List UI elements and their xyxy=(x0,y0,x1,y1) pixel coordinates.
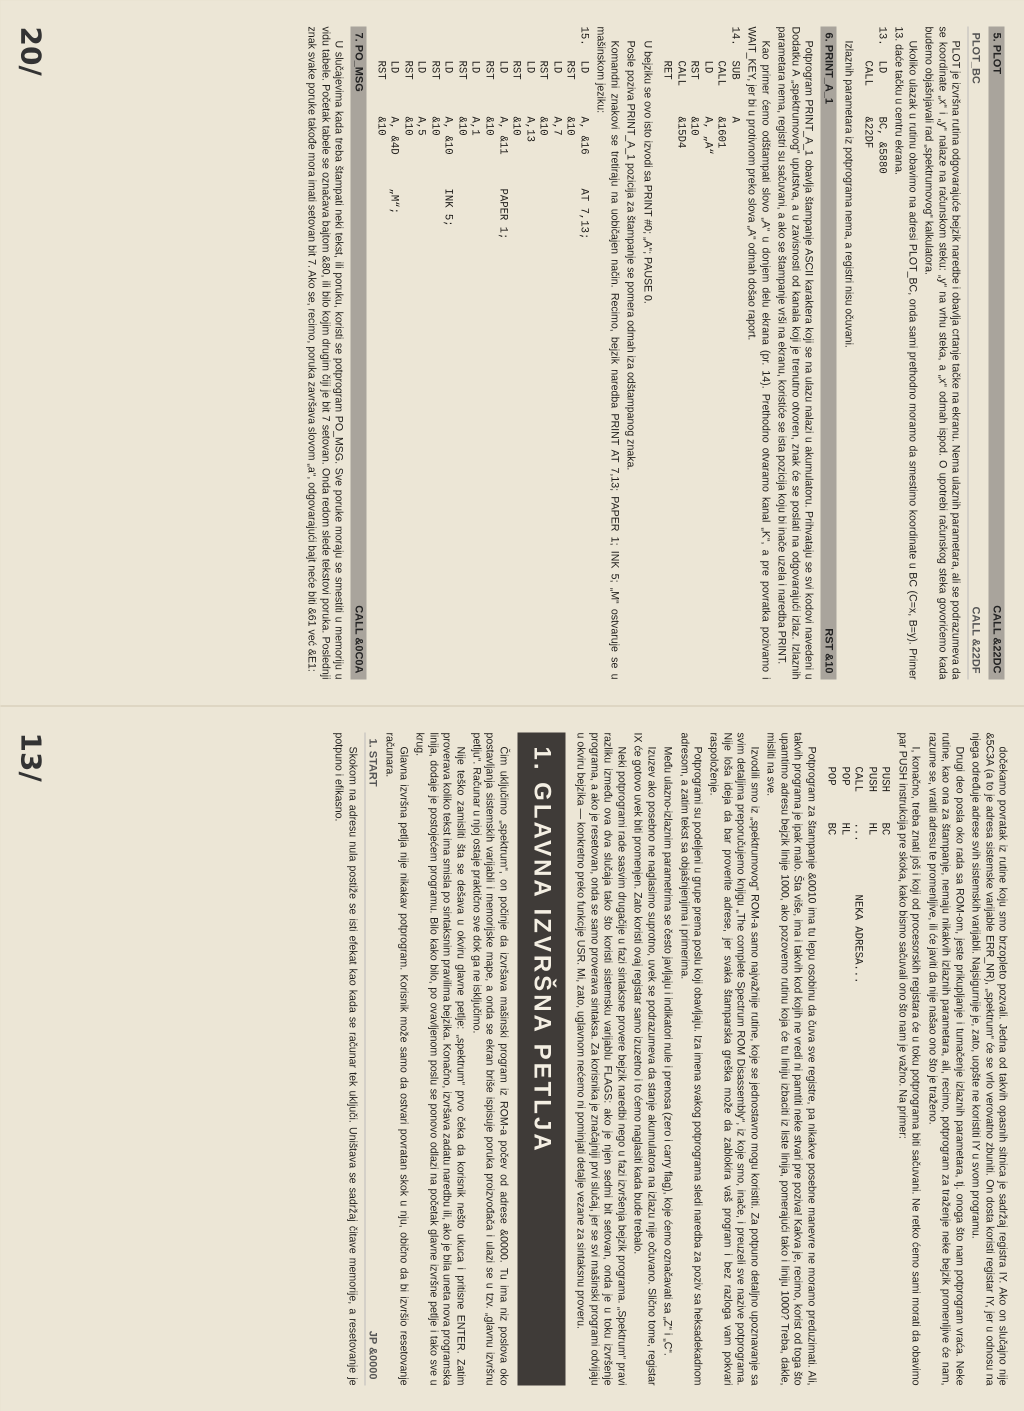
paragraph: Izuzev ako posebno ne naglasimo suprotno, uvek se podrazumeva da stanje akumulatora na izlazu nije očuvano. Slično tome, registar IX će gotovo uvek biti promenjen. Zato koristi ovaj registar samo izuzetno i to ćemo naglasiti kada bude trebalo. xyxy=(631,732,657,1385)
line-label xyxy=(535,26,549,60)
page-number: 13/ xyxy=(14,732,47,782)
line-label xyxy=(877,732,891,766)
opcode: LD xyxy=(549,60,562,73)
section-7-header xyxy=(350,26,366,679)
paragraph: I, konačno, treba znati još i koji od procesorskih registara će u toku potprograma biti sačuvani. Ne retko ćemo sami morati da obavimo par PUSH instrukcija pre skoka, kako bismo sačuvali ono što nam je važno. Na primer: xyxy=(895,732,922,1385)
operand: BC xyxy=(824,822,837,835)
code-line xyxy=(480,26,494,679)
paragraph: PLOT je izvršna rutina odgovarajuće bejzik naredbe i obavlja crtanje tačke na ekranu. Nema ulaznih parametara, ali se podrazumeva da se koordinate „x“ i „y“ nalaze na računskom steku: „y“ na vrhu steka, a „x“ odmah ispod. O upotrebi računskog steka govorićemo kada budemo objašnjavali rad „spektrumovog“ kalkulatora. xyxy=(922,26,961,679)
code-block-13 xyxy=(860,26,887,679)
code-line xyxy=(535,26,549,679)
operand: HL xyxy=(864,822,877,835)
section-1-jp: JP &0000 xyxy=(365,1330,378,1379)
operand: &10 xyxy=(687,116,700,136)
code-line xyxy=(877,732,891,1385)
comment: „M“; xyxy=(387,188,400,214)
comment: NEKA ADRESA... xyxy=(851,894,864,984)
opcode: LD xyxy=(700,60,713,73)
line-label xyxy=(823,732,837,766)
right-page xyxy=(0,705,1024,1411)
operand: &10 xyxy=(373,116,386,136)
section-5-subheader xyxy=(967,26,982,679)
section-5-header xyxy=(988,26,1004,679)
comment xyxy=(726,188,740,328)
code-line xyxy=(399,26,413,679)
opcode: RET xyxy=(660,60,673,80)
code-line xyxy=(386,26,400,679)
line-label xyxy=(386,26,400,60)
code-line xyxy=(575,26,589,679)
line-label xyxy=(494,26,508,60)
section-5-call-2: CALL &22DF xyxy=(969,605,981,673)
section-7-call: CALL &0C0A xyxy=(352,604,365,673)
comment xyxy=(467,188,481,328)
operand: &10 xyxy=(536,116,549,136)
comment xyxy=(873,188,887,328)
operand: &15D4 xyxy=(673,116,686,148)
paragraph: Potprogrami su podeljeni u grupe prema poslu koji obavljaju. Iza imena svakog potprograma sledi naredba za poziv sa heksadekadnom adresom, a zatim tekst sa objašnjenjima i primerima. xyxy=(677,732,704,1385)
paragraph: Potprogram PRINT_A_1 obavlja štampanje ASCII karaktera koji se na ulazu nalazi u akumulatoru. Prihvataju se svi kodovi navedeni u Dodatku A „spektrumovog“ uputstva, a u zavisnosti od kanala koji je trenutno otvoren, znak će se poslati na odgovarajući izlaz. Izlaznih parametara nema, registri su sačuvani, a ako se štampanje vrši na ekranu, koristiće se ista pozicija koju bi inače uzela i naredba PRINT. xyxy=(775,26,815,679)
code-line xyxy=(860,26,874,679)
opcode: SUB xyxy=(727,60,740,80)
operand: &22DF xyxy=(861,116,874,148)
operand: A,13 xyxy=(522,116,535,142)
paragraph: Ukoliko ulazak u rutinu obavimo na adresi PLOT_BC, onda sami prethodno moramo da smestimo koordinate u BC (C=x, B=y). Primer 13. daće tačku u centru ekrana. xyxy=(892,26,918,679)
comment xyxy=(535,188,549,328)
operand: HL xyxy=(837,822,850,835)
paragraph: Drugi deo posla oko rada sa ROM-om, jeste prikupljanje i tumačenje izlaznih parametara, tj. onoga što nam potprogram vraća. Neke rutine, kao ona za štampanje, nemaju nikakvih izlaznih parametara, ali, recimo, potprogram za traženje neke bejzik promenljive će nam, razume se, vratiti adresu te promenljive, ili će javiti da nije našao ono što je traženo. xyxy=(925,732,965,1385)
line-label xyxy=(372,26,386,60)
opcode: RST xyxy=(427,60,440,80)
operand: BC xyxy=(878,822,891,835)
code-line xyxy=(823,732,837,1385)
line-label xyxy=(713,26,727,60)
operand: &10 xyxy=(509,116,522,136)
operand: BC, &5880 xyxy=(874,116,887,174)
line-label: 13. xyxy=(874,26,887,46)
paragraph: Među ulazno-izlaznim parametrima se često javljaju i indikatori nule i prenosa (zero i carry flag), koje ćemo označavati sa „Z“ i „C“. xyxy=(661,746,674,1356)
opcode: LD xyxy=(576,60,589,73)
paragraph: Izvodili smo iz „spektrumovog“ ROM-a samo najvažnije rutine, koje se jednostavno mogu koristiti. Za potpuno detaljno upoznavanje sa svim detaljima preporučujemo knjigu „The complete Spectrum ROM Disassembly“, iz koje smo, inače, i preuzeli sve nazive potprograma. Nije loša ideja da bar proverite adrese, jer svaka štamparska greška može da zablokira vaš program i bez razloga vam pokvari raspoloženje. xyxy=(707,732,760,1385)
line-label xyxy=(699,26,713,60)
paragraph: Potprogram za štampanje &0010 ima tu lepu osobinu da čuva sve registre, pa nikakve posebne manevre ne moramo preduzimati. Ali, takvih programa je ipak malo. Šta više, ima i takvih kod kojih ne vredi ni pamtiti neke stvari pre poziva! Kakva je, recimo, korist od toga što upamtimo adresu bejzik linije 1000, ako pozovemo rutinu koja će tu liniju izbaciti iz liste linija, pomerajući tako i liniju 1000? Treba, dakle, misliti na sve. xyxy=(764,732,817,1385)
line-label xyxy=(426,26,440,60)
operand: A,7 xyxy=(549,116,562,136)
operand: A, „A“ xyxy=(700,116,713,155)
paragraph: Nije teško zamisliti šta se dešava u okviru glavne petlje: „spektrum“ prvo čeka da korisnik nešto ukuca i pritisne ENTER. Zatim proverava koliko tekst ima smisla po sintaksnim pravilima bejzika. Konačno, izvršava zadatu naredbu ili, ako je bila uneta nova programska linija, dodaje je postojećem programu. Bilo kako bilo, po ovavljenom poslu se ponovo odlazi na početak glavne izvršne petlje i tako sve u krug. xyxy=(413,732,466,1385)
section-6-title: 6. PRINT_A_1 xyxy=(822,32,835,104)
page-number: 20/ xyxy=(14,26,47,76)
comment: INK 5; xyxy=(441,188,454,227)
opcode: RST xyxy=(373,60,386,80)
opcode: RST xyxy=(509,60,522,80)
opcode: LD xyxy=(414,60,427,73)
opcode: POP xyxy=(824,766,837,786)
paragraph: dočekamo povratak iz rutine koju smo brzopleto pozvali. Jedna od takvih opasnih sitnica je sadržaj registra IY. Ako on slučajno nije &5C3A (a to je adresa sistemske varijable ERR_NR), „spektrum“ će se vrlo verovatno zbuniti. On dosta koristi registar IY, jer u odnosu na njega određuje adrese svih sistemskih varijabli. Najsigurnije je, zato, uopšte ne koristiti IY u svom programu. xyxy=(969,732,1008,1385)
line-label xyxy=(480,26,494,60)
paragraph: U slučajevima kada treba štampati neki tekst, ili poruku, koristi se potprogram PO_MSG. Sve poruke moraju se smestiti u memoriju u vidu tabele. Početak tabele se označava bajtom &80, ili bilo kojim drugim čiji je bit 7 setovan. Onda redom slede tekstovi poruka. Poslednji znak svake poruke takođe mora imati setovan bit 7. Ako se, recimo, poruka završava slovom „a“, odgovarajući bajt neće biti &61 već &E1: xyxy=(305,26,345,679)
line-label xyxy=(686,26,700,60)
chapter-heading: 1. GLAVNA IZVRŠNA PETLJA xyxy=(517,732,565,1385)
line-label xyxy=(548,26,562,60)
section-6-rst: RST &10 xyxy=(822,627,835,673)
opcode: POP xyxy=(837,766,850,786)
line-label xyxy=(399,26,413,60)
code-line xyxy=(413,26,427,679)
opcode: LD xyxy=(495,60,508,73)
paragraph: Izlaznih parametara iz potprograma nema, a registri nisu očuvani. xyxy=(841,40,854,348)
opcode: LD xyxy=(387,60,400,73)
operand: &1601 xyxy=(714,116,727,148)
opcode: CALL xyxy=(851,766,864,792)
operand: A, &4D xyxy=(387,116,400,155)
comment xyxy=(508,188,522,328)
opcode: RST xyxy=(536,60,549,80)
comment: PAPER 1; xyxy=(495,188,508,239)
line-label xyxy=(508,26,522,60)
operand: A, &10 xyxy=(441,116,454,155)
code-line xyxy=(562,26,576,679)
operand: A, &11 xyxy=(495,116,508,155)
comment xyxy=(659,188,673,328)
comment xyxy=(686,188,700,328)
code-line xyxy=(713,26,727,679)
comment xyxy=(453,188,467,328)
comment xyxy=(548,188,562,328)
line-label xyxy=(453,26,467,60)
opcode: RST xyxy=(400,60,413,80)
opcode: PUSH xyxy=(878,766,891,792)
operand: &10 xyxy=(427,116,440,136)
paragraph: Glavna izvršna petlja nije nikakav potprogram. Korisnik može samo da ostvari povratan skok u nju, obično da bi izvršio resetovanje računara. xyxy=(383,732,409,1385)
paragraph: U bejziku se ovo isto izvodi sa PRINT #0; „A“; PAUSE 0. xyxy=(640,40,653,304)
code-line xyxy=(672,26,686,679)
code-line xyxy=(726,26,740,679)
opcode: LD xyxy=(468,60,481,73)
operand: A, &16 xyxy=(576,116,589,155)
code-line xyxy=(863,732,877,1385)
comment xyxy=(521,188,535,328)
paragraph: Kao primer ćemo odštampati slovo „A“ u donjem delu ekrana (pr. 14). Prethodno otvaramo kanal „K“, a pre povratka pozivamo i WAIT_KEY, jer bi u protivnom preko slova „A“ odmah došao raport. xyxy=(745,26,771,679)
code-line xyxy=(548,26,562,679)
opcode: LD xyxy=(441,60,454,73)
comment xyxy=(372,188,386,328)
opcode: CALL xyxy=(861,60,874,86)
paragraph: Skokom na adresu nula postiže se isti efekat kao kada se računar tek uključi. Uništava se sadržaj čitave memorije, a resetovanje je potpuno i efikasno. xyxy=(332,732,358,1385)
opcode: RST xyxy=(482,60,494,80)
opcode: PUSH xyxy=(864,766,877,792)
comment xyxy=(836,894,850,1034)
comment xyxy=(699,188,713,328)
comment xyxy=(860,188,874,328)
code-line xyxy=(440,26,454,679)
section-7-title: 7. PO_MSG xyxy=(352,32,365,92)
paragraph: Čim uključimo „spektrum“, on počinje da izvršava mašinski program iz ROM-a počev od adrese &0000. Tu ima niz poslova oko postavljanja sistemskih varijabli i memorijske mape, a onda se ekran briše ispisuje poruka proizvođača i ulazi se u tzv. „glavnu izvršnu petlju“. Računar u njoj ostaje praktično sve dok ga ne isključimo. xyxy=(470,732,509,1385)
left-page xyxy=(0,0,1024,705)
line-label: 14. xyxy=(727,26,740,46)
comment xyxy=(823,894,837,1034)
code-line xyxy=(508,26,522,679)
line-label xyxy=(562,26,576,60)
code-line xyxy=(372,26,386,679)
line-label xyxy=(850,732,864,766)
paragraph: Posle poziva PRINT_A_1 pozicija za štampanje se pomera odmah iza odštampanog znaka. xyxy=(624,40,637,470)
code-line xyxy=(836,732,850,1385)
operand: &10 xyxy=(454,116,467,136)
code-line xyxy=(873,26,887,679)
section-6-header xyxy=(820,26,836,679)
opcode: LD xyxy=(874,60,887,73)
comment xyxy=(399,188,413,328)
line-label: 15. xyxy=(576,26,589,46)
line-label xyxy=(863,732,877,766)
opcode: LD xyxy=(522,60,535,73)
section-5-title: 5. PLOT xyxy=(990,32,1002,74)
code-line xyxy=(686,26,700,679)
operand: ... xyxy=(851,822,864,842)
opcode: RST xyxy=(563,60,576,80)
operand: A,5 xyxy=(414,116,427,136)
comment xyxy=(480,188,494,328)
comment xyxy=(413,188,427,328)
opcode: CALL xyxy=(714,60,727,86)
code-block-14 xyxy=(659,26,740,679)
opcode: CALL xyxy=(673,60,686,86)
line-label xyxy=(836,732,850,766)
code-block-push xyxy=(823,732,891,1385)
comment xyxy=(863,894,877,1034)
comment xyxy=(877,894,891,1034)
opcode: RST xyxy=(454,60,467,80)
code-line xyxy=(659,26,673,679)
operand: A xyxy=(727,116,740,123)
comment xyxy=(672,188,686,328)
operand: &10 xyxy=(400,116,413,136)
code-line xyxy=(467,26,481,679)
comment: AT 7,13; xyxy=(576,188,589,239)
section-1-title: 1. START xyxy=(365,738,378,787)
line-label xyxy=(467,26,481,60)
line-label xyxy=(860,26,874,60)
comment xyxy=(713,188,727,328)
code-line xyxy=(850,732,864,1385)
code-line xyxy=(494,26,508,679)
comment xyxy=(426,188,440,328)
operand: A,1 xyxy=(468,116,481,136)
operand xyxy=(659,116,673,188)
line-label xyxy=(521,26,535,60)
paragraph: Komandni znakovi se tretiraju na uobičajen način. Recimo, bejzik naredba PRINT AT 7,13; PAPER 1; INK 5; „M“ ostvaruje se u mašinskom jeziku: xyxy=(594,26,620,679)
code-line xyxy=(521,26,535,679)
line-label xyxy=(413,26,427,60)
section-5-call: CALL &22DC xyxy=(990,604,1002,673)
operand: &10 xyxy=(482,116,494,136)
code-line xyxy=(453,26,467,679)
line-label xyxy=(659,26,673,60)
comment xyxy=(562,188,576,328)
line-label xyxy=(672,26,686,60)
code-block-15 xyxy=(372,26,589,679)
operand: &10 xyxy=(563,116,576,136)
code-line xyxy=(426,26,440,679)
code-line xyxy=(699,26,713,679)
section-1-header xyxy=(364,732,379,1385)
line-label xyxy=(440,26,454,60)
paragraph: Neki potprogrami rade sasvim drugačije u fazi sintaksne provere bejzik naredbi nego u fazi izvršenja bejzik programa. „Spektrum“ pravi razliku između ova dva slučaja tako što koristi sistemsku varijablu FLAGS: ako je njen sedmi bit setovan, onda je u toku izvršenje programa, a ako je resetovan, onda se samo proverava sintaksa. Za korisnika je značajniji prvi slučaj, jer se svi mašinski programi odvijaju u okviru bejzika — konkretno preko funkcije USR. Mi, zato, uglavnom nećemo ni pominjati detalje vezane za sintaksnu proveru. xyxy=(574,732,627,1385)
opcode: RST xyxy=(687,60,700,80)
section-5-subtitle: PLOT_BC xyxy=(969,32,981,84)
